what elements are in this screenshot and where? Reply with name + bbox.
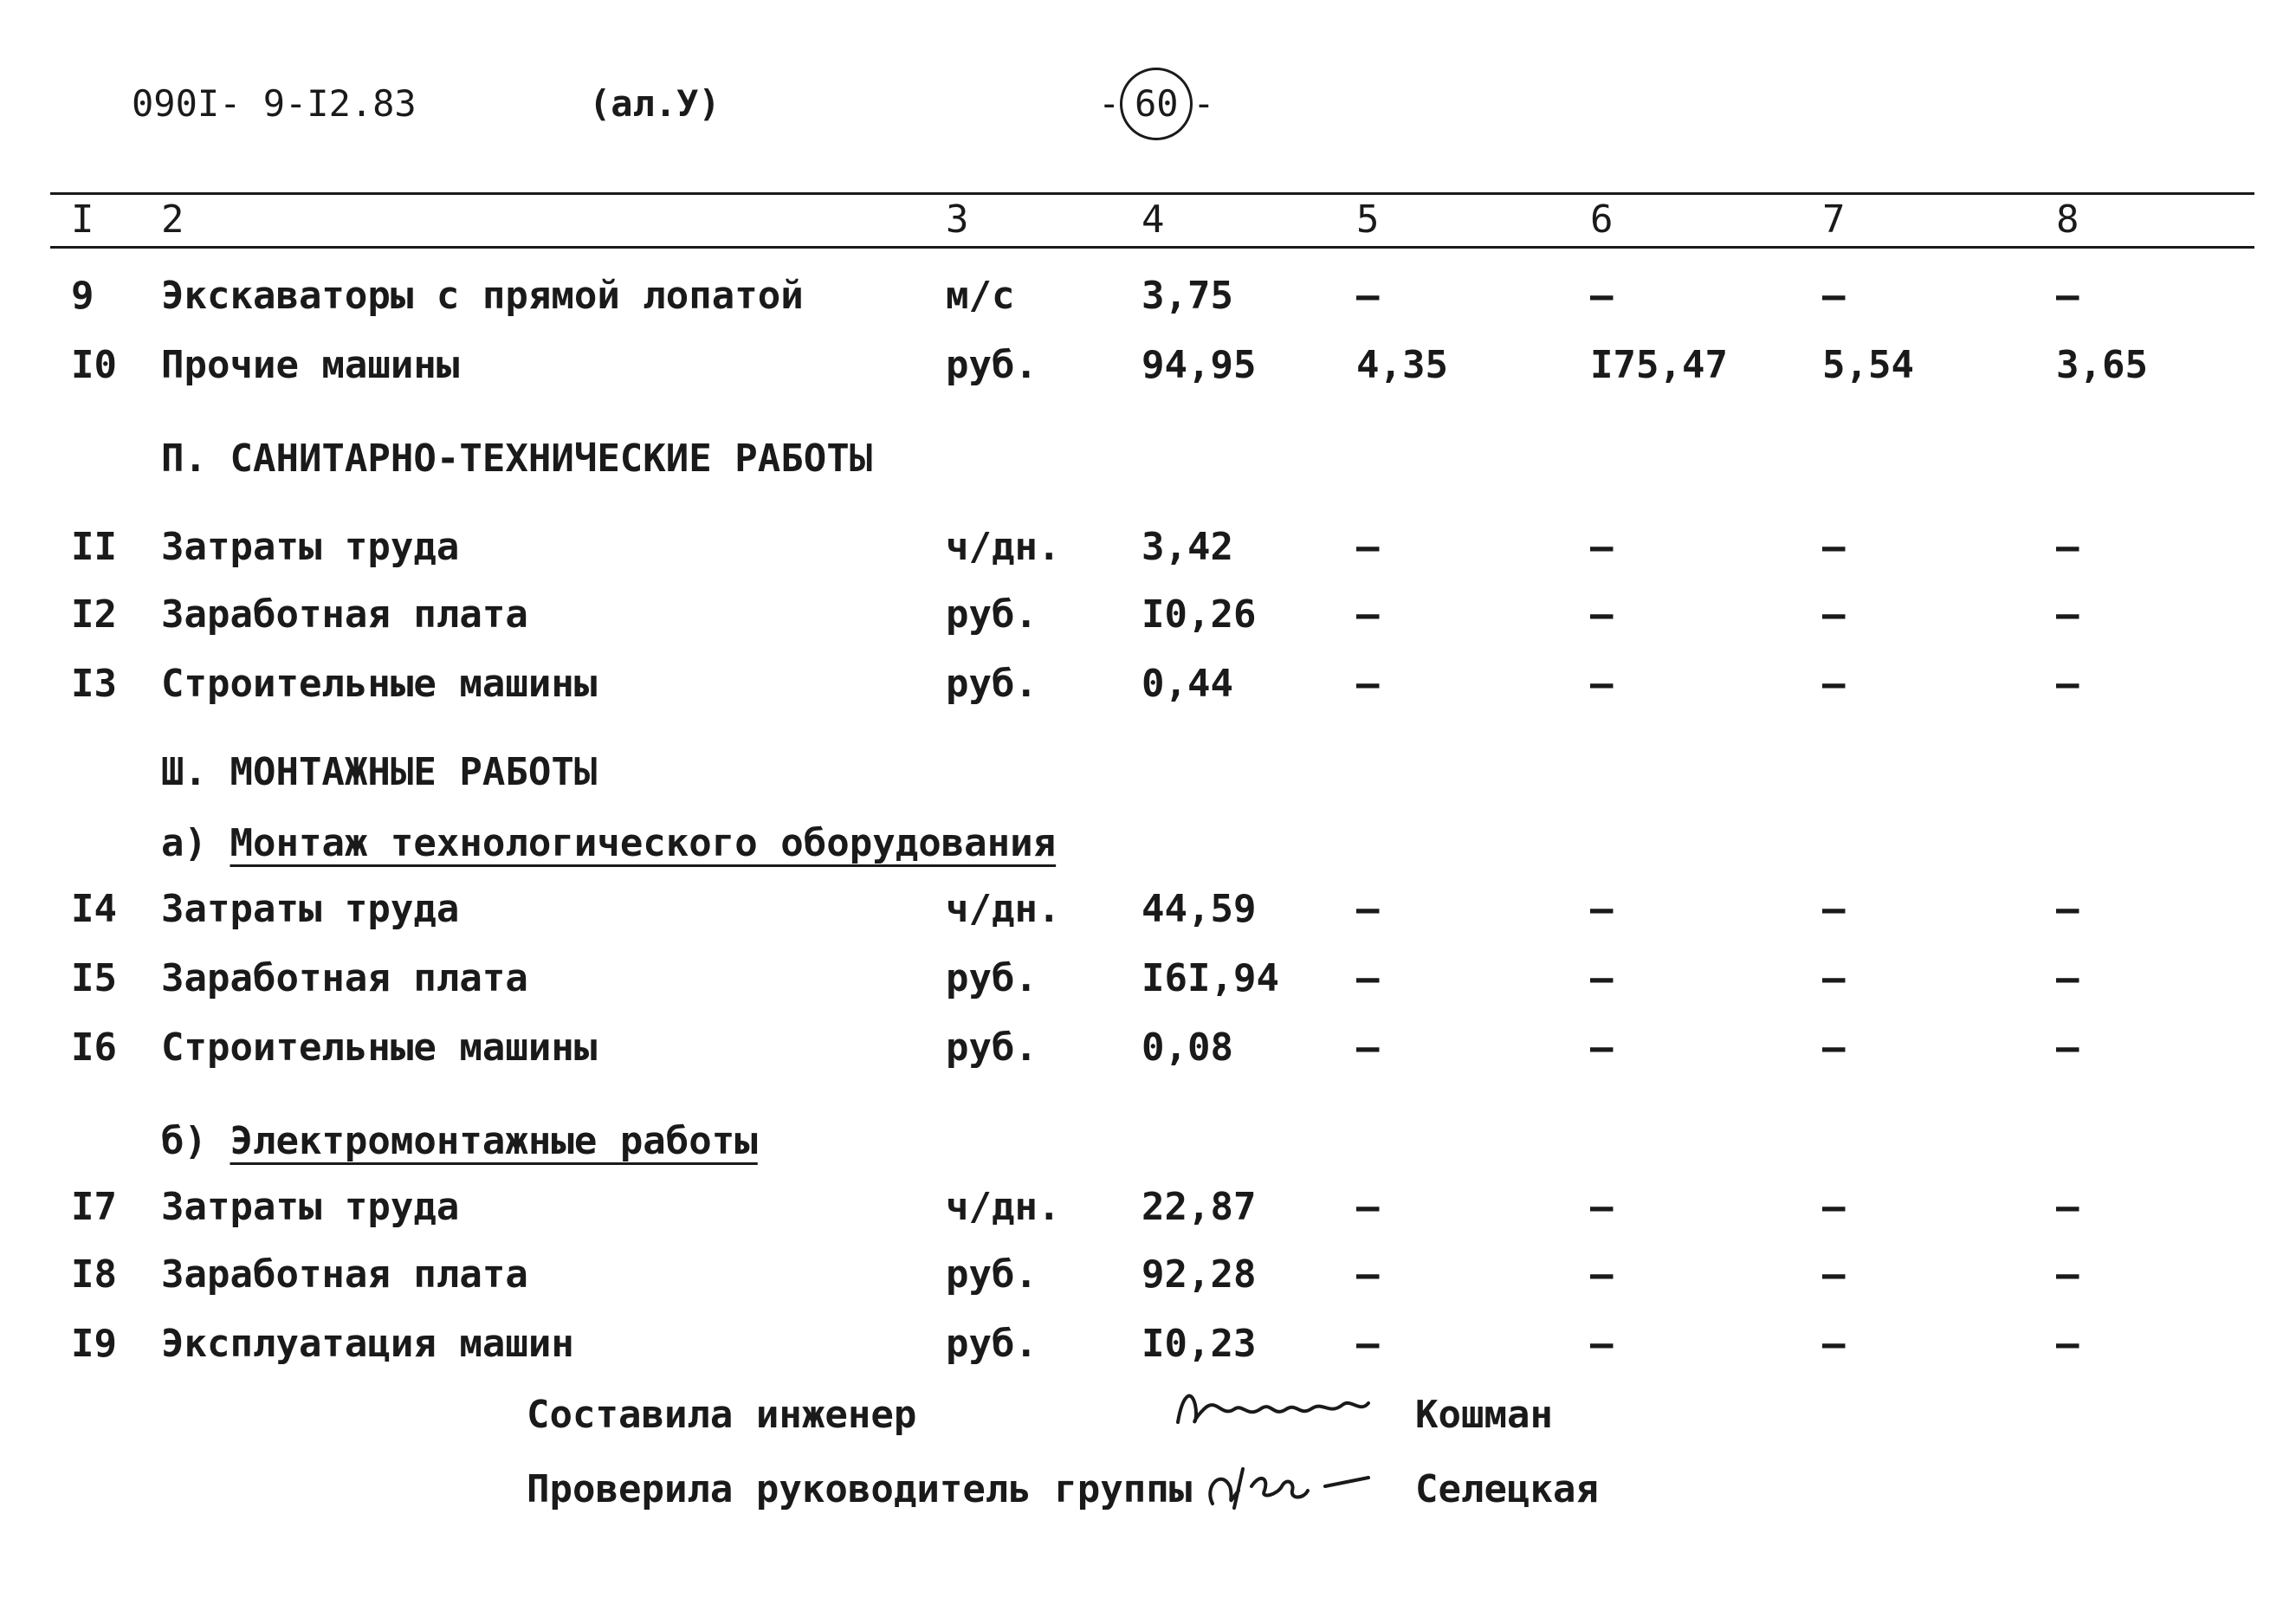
row-value-7: –: [1822, 1185, 1846, 1229]
table-row: [0, 1185, 2296, 1245]
row-value-7: –: [1822, 592, 1846, 637]
col-header-4: 4: [1142, 197, 1165, 242]
page-number: 60: [1120, 68, 1193, 140]
row-number: I7: [71, 1185, 117, 1229]
row-value-4: I0,23: [1142, 1322, 1257, 1366]
row-value-8: –: [2056, 662, 2079, 706]
row-value-8: 3,65: [2056, 343, 2148, 387]
doc-code: 090I- 9-I2.83: [132, 82, 417, 125]
row-name: Заработная плата: [161, 1252, 528, 1297]
row-value-4: 0,44: [1142, 662, 1233, 706]
row-number: I4: [71, 887, 117, 931]
checked-by-label: Проверила руководитель группы: [527, 1467, 1193, 1511]
row-value-7: 5,54: [1822, 343, 1914, 387]
row-name: Экскаваторы с прямой лопатой: [161, 274, 804, 318]
row-value-4: 0,08: [1142, 1026, 1233, 1070]
row-value-8: –: [2056, 956, 2079, 1000]
row-value-4: 22,87: [1142, 1185, 1257, 1229]
row-value-6: –: [1590, 525, 1614, 569]
table-row: [0, 662, 2296, 722]
section-title-installation: Ш. МОНТАЖНЫЕ РАБОТЫ: [161, 750, 598, 794]
row-value-6: –: [1590, 887, 1614, 931]
table-top-rule: [50, 192, 2254, 195]
row-value-7: –: [1822, 274, 1846, 318]
row-number: I3: [71, 662, 117, 706]
subsection-a-title: Монтаж технологического оборудования: [230, 821, 1057, 865]
row-name: Прочие машины: [161, 343, 460, 387]
compiled-by-label: Составила инженер: [527, 1393, 917, 1437]
subsection-b-prefix: б): [161, 1119, 207, 1163]
row-value-5: –: [1356, 956, 1380, 1000]
row-value-6: –: [1590, 1185, 1614, 1229]
page-suffix: -: [1193, 82, 1215, 125]
row-value-8: –: [2056, 1185, 2079, 1229]
row-name: Затраты труда: [161, 887, 460, 931]
row-value-7: –: [1822, 1252, 1846, 1297]
table-row: [0, 1322, 2296, 1382]
row-number: I5: [71, 956, 117, 1000]
table-row: [0, 274, 2296, 334]
col-header-6: 6: [1590, 197, 1614, 242]
row-value-6: –: [1590, 592, 1614, 637]
row-value-8: –: [2056, 1252, 2079, 1297]
row-value-5: –: [1356, 1185, 1380, 1229]
row-value-8: –: [2056, 887, 2079, 931]
col-header-8: 8: [2056, 197, 2079, 242]
row-number: 9: [71, 274, 94, 318]
col-header-3: 3: [946, 197, 969, 242]
row-number: I8: [71, 1252, 117, 1297]
row-unit: руб.: [946, 1322, 1038, 1366]
row-unit: руб.: [946, 956, 1038, 1000]
row-number: I9: [71, 1322, 117, 1366]
checked-by-name: Селецкая: [1415, 1467, 1599, 1511]
page-number-block: [1098, 68, 1215, 140]
row-value-4: 94,95: [1142, 343, 1257, 387]
row-value-4: 44,59: [1142, 887, 1257, 931]
row-name: Затраты труда: [161, 1185, 460, 1229]
section-title-sanitary: П. САНИТАРНО-ТЕХНИЧЕСКИЕ РАБОТЫ: [161, 437, 873, 481]
table-row: [0, 887, 2296, 948]
row-name: Заработная плата: [161, 956, 528, 1000]
row-unit: руб.: [946, 662, 1038, 706]
album-label: (ал.У): [589, 82, 721, 125]
row-value-6: I75,47: [1590, 343, 1728, 387]
compiled-by-name: Кошман: [1415, 1393, 1553, 1437]
row-unit: ч/дн.: [946, 525, 1061, 569]
row-value-8: –: [2056, 1322, 2079, 1366]
row-value-5: –: [1356, 887, 1380, 931]
row-name: Затраты труда: [161, 525, 460, 569]
row-unit: руб.: [946, 1026, 1038, 1070]
column-header-row: [0, 197, 2296, 258]
row-unit: руб.: [946, 592, 1038, 637]
row-value-8: –: [2056, 1026, 2079, 1070]
row-number: I0: [71, 343, 117, 387]
row-value-5: –: [1356, 1252, 1380, 1297]
row-unit: м/с: [946, 274, 1015, 318]
row-value-5: –: [1356, 525, 1380, 569]
row-name: Строительные машины: [161, 662, 598, 706]
row-value-8: –: [2056, 274, 2079, 318]
row-name: Заработная плата: [161, 592, 528, 637]
row-value-4: 92,28: [1142, 1252, 1257, 1297]
subsection-b-title: Электромонтажные работы: [230, 1119, 758, 1163]
row-name: Эксплуатация машин: [161, 1322, 574, 1366]
row-value-7: –: [1822, 1026, 1846, 1070]
row-value-6: –: [1590, 274, 1614, 318]
row-name: Строительные машины: [161, 1026, 598, 1070]
row-value-7: –: [1822, 887, 1846, 931]
table-row: [0, 592, 2296, 653]
row-value-5: –: [1356, 274, 1380, 318]
row-unit: ч/дн.: [946, 1185, 1061, 1229]
table-row: [0, 1252, 2296, 1313]
row-number: I2: [71, 592, 117, 637]
row-value-5: –: [1356, 1322, 1380, 1366]
col-header-1: I: [71, 197, 94, 242]
table-row: [0, 525, 2296, 586]
row-value-5: –: [1356, 662, 1380, 706]
col-header-2: 2: [161, 197, 184, 242]
row-value-8: –: [2056, 525, 2079, 569]
row-value-6: –: [1590, 1026, 1614, 1070]
row-value-4: I6I,94: [1142, 956, 1279, 1000]
row-unit: руб.: [946, 1252, 1038, 1297]
row-value-5: –: [1356, 1026, 1380, 1070]
row-value-7: –: [1822, 1322, 1846, 1366]
table-row: [0, 956, 2296, 1017]
row-unit: руб.: [946, 343, 1038, 387]
col-header-7: 7: [1822, 197, 1846, 242]
subsection-b: [161, 1119, 758, 1163]
row-value-4: 3,42: [1142, 525, 1233, 569]
row-value-6: –: [1590, 662, 1614, 706]
row-value-5: –: [1356, 592, 1380, 637]
row-value-6: –: [1590, 1252, 1614, 1297]
row-number: I6: [71, 1026, 117, 1070]
col-header-5: 5: [1356, 197, 1380, 242]
row-value-6: –: [1590, 956, 1614, 1000]
row-value-4: 3,75: [1142, 274, 1233, 318]
subsection-a: [161, 821, 1056, 865]
row-unit: ч/дн.: [946, 887, 1061, 931]
table-row: [0, 1026, 2296, 1086]
row-value-6: –: [1590, 1322, 1614, 1366]
row-value-4: I0,26: [1142, 592, 1257, 637]
page-prefix: -: [1098, 82, 1121, 125]
row-value-5: 4,35: [1356, 343, 1448, 387]
row-value-8: –: [2056, 592, 2079, 637]
row-value-7: –: [1822, 956, 1846, 1000]
table-row: [0, 343, 2296, 404]
row-number: II: [71, 525, 117, 569]
signature-seletskaya-icon: [1195, 1452, 1386, 1521]
row-value-7: –: [1822, 662, 1846, 706]
row-value-7: –: [1822, 525, 1846, 569]
subsection-a-prefix: а): [161, 821, 207, 865]
signature-koshman-icon: [1169, 1379, 1377, 1440]
